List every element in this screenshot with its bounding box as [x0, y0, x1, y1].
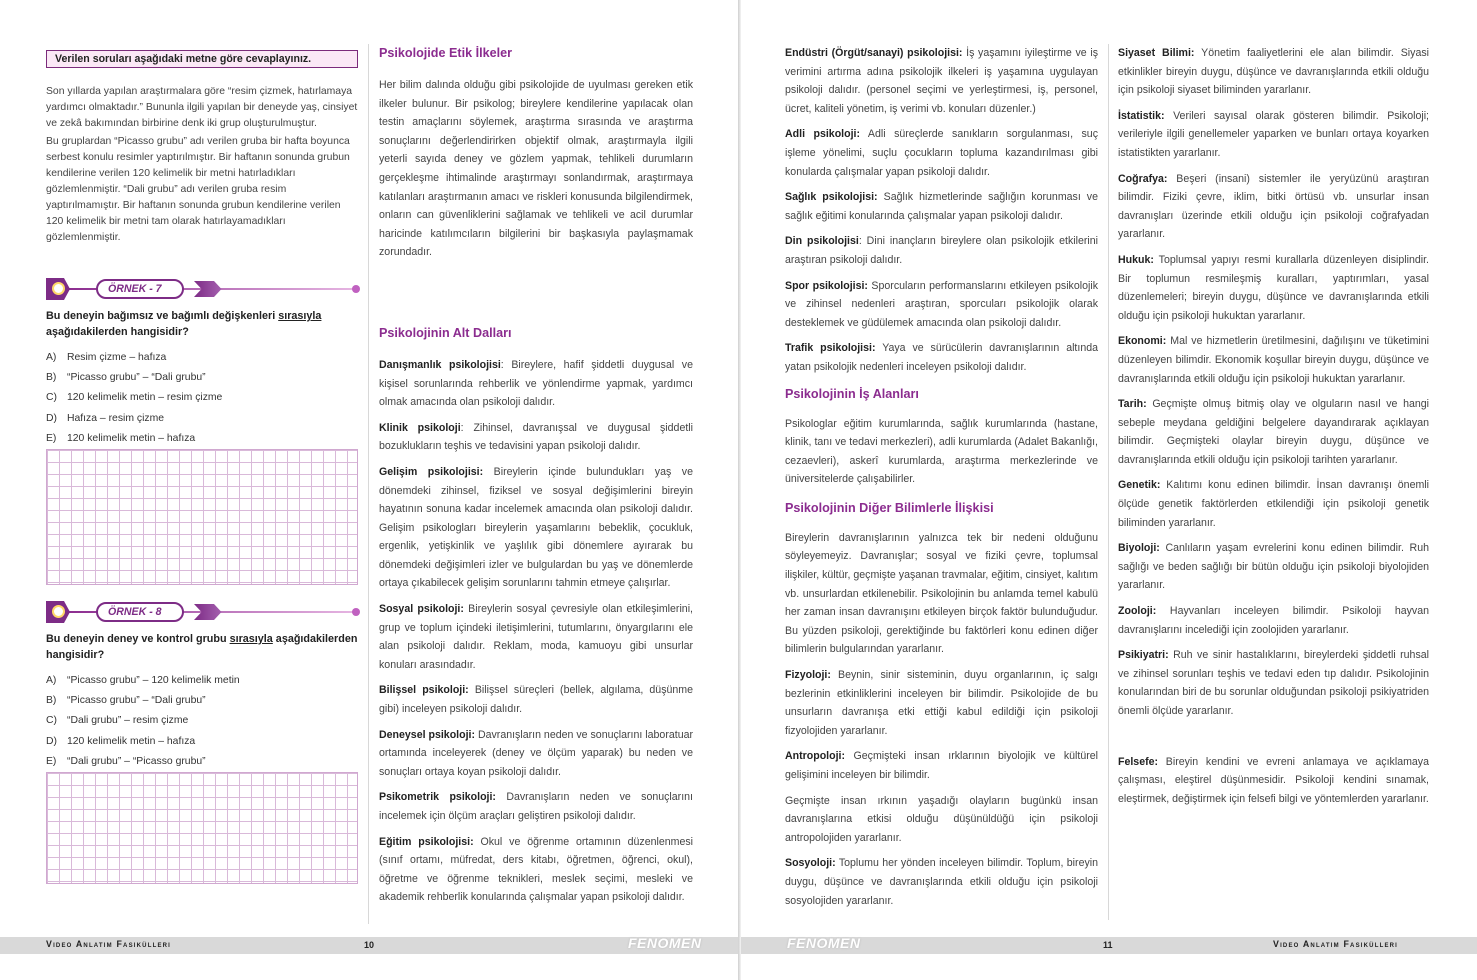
- series-title: Video Anlatım Fasikülleri: [1273, 939, 1399, 949]
- answer-option-c[interactable]: C) “Dali grubu” – resim çizme: [46, 715, 189, 727]
- subfield-entry: Eğitim psikolojisi: Okul ve öğrenme ortamının düzenlenmesi (sınıf ortamı, müfredat, ders kitabı, öğretmen, öğrenci, okul), öğretme ve öğrenme teknikleri, meslek seçimi, mesleki ve akademik rehberlik konularında çalışmalar yapan psikoloji dalıdır.: [379, 835, 693, 904]
- page-footer: [741, 937, 1477, 954]
- page-footer: [0, 937, 738, 954]
- answer-option-b[interactable]: B) “Picasso grubu” – “Dali grubu”: [46, 372, 206, 384]
- column-divider: [1108, 44, 1109, 920]
- subfield-entry: Sağlık psikolojisi: Sağlık hizmetlerinde sağlığın korunması ve sağlık eğitimi konularında çalışmalar yapan psikoloji dalıdır.: [785, 191, 1099, 222]
- science-entry: Antropoloji: Geçmişteki insan ırklarının biyolojik ve kültürel gelişimini inceleyen bir bilimdir.: [785, 750, 1098, 781]
- answer-options: [46, 348, 360, 449]
- answer-option-d[interactable]: D) Hafıza – resim çizme: [46, 412, 165, 424]
- answer-option-e[interactable]: E) “Dali grubu” – “Picasso grubu”: [46, 755, 206, 767]
- answer-option-b[interactable]: B) “Picasso grubu” – “Dali grubu”: [46, 695, 206, 707]
- right-column-2: [1118, 44, 1429, 815]
- subfield-entry: Psikometrik psikoloji: Davranışların neden ve sonuçlarını incelemek için ölçüm araçları geliştiren psikoloji dalıdır.: [379, 791, 693, 822]
- science-entry: Felsefe: Bireyin kendini ve evreni anlamaya ve açıklamaya çalışması, eleştirel düşünmesidir. Psikoloji kendini sınamak, eleştirmek, değiştirmek için felsefi bilgi ve yöntemlerden yararlanır.: [1118, 755, 1429, 805]
- example-banner: [46, 599, 358, 625]
- subfield-entry: Endüstri (Örgüt/sanayi) psikolojisi: İş yaşamını iyileştirme ve iş verimini artırma adına psikolojik ilkeleri iş yaşamına uygulayan psikoloji dalıdır. (personel seçimi ve yerleştirmesi, iş, personel, ücret, kaliteli yönetim, iş verimi vb. konuları düzenler.): [785, 47, 1098, 115]
- right-page: [741, 0, 1477, 980]
- subfield-entry: Gelişim psikolojisi: Bireylerin içinde bulundukları yaş ve dönemdeki zihinsel, fiziksel ve sosyal değişimlerini bireyin hayatının sonuna kadar incelemek amacında olan psikoloji dalıdır. Gelişim psikologları bireylerin yaşamlarını bebeklik, çocukluk, ergenlik, yetişkinlik ve yaşlılık gibi dönemlere ayırarak bu dönemdeki değişimleri izler ve bulgulardan bu yaş ve dönemlerde ortaya çıkabilecek gelişim sorunlarını tahmin etmeye çalışırlar.: [379, 465, 693, 590]
- subfield-entry: Adli psikoloji: Adli süreçlerde sanıkların sorgulanması, suç işleme yönelimi, suçlu çocukların topluma kazandırılması gibi konularda çalışmalar yapan psikoloji dalıdır.: [785, 128, 1098, 178]
- science-entry: Hukuk: Toplumsal yapıyı resmi kurallarla düzenleyen disiplindir. Bir toplumun resmileşmiş kuralları, yaptırımları, yasal düzenlemeleri; bireyin duygu, düşünce ve davranışlarında etkili olduğu için psikoloji hukuktan yararlanır.: [1118, 253, 1429, 322]
- answer-option-c[interactable]: C) 120 kelimelik metin – resim çizme: [46, 392, 223, 404]
- section-title-relations: Psikolojinin Diğer Bilimlerle İlişkisi: [785, 500, 994, 515]
- science-entry: Psikiyatri: Ruh ve sinir hastalıklarını, bireylerdeki şiddetli ruhsal ve zihinsel sorunları teşhis ve tedavi eden tıp dalıdır. Psikolojinin konularından biri de bu sorunlar olduğundan psikoloji psikiyatriden önemli ölçüde yararlanır.: [1118, 649, 1429, 717]
- example-banner: [46, 276, 358, 302]
- page-number: 11: [1103, 940, 1113, 950]
- subfield-entry: Sosyal psikoloji: Bireylerin sosyal çevresiyle olan etkileşimlerini, grup ve toplum içindeki iletişimlerini, tutumlarını, önyargılarını ele alan psikoloji dalıdır. Reklam, moda, kamuoyu gibi unsurlar konuları arasındadır.: [379, 603, 693, 671]
- question-text: Bu deneyin deney ve kontrol grubu sırasıyla aşağıdakilerden hangisidir?: [46, 633, 358, 662]
- science-entry: Genetik: Kalıtımı konu edinen bilimdir. İnsan davranışı önemli ölçüde genetik faktörlerden etkilendiği için psikoloji genetik biliminden yararlanır.: [1118, 479, 1429, 529]
- ethics-paragraph: Her bilim dalında olduğu gibi psikolojide de uyulması gereken etik ilkeler bulunur. Bir psikolog; bireylere kendilerine yapılacak olan testin amaçlarını söylemek, araştırma sırasında ve araştırma sonuçlarını değerlendirirken objektif olmak, araştırmayla ilgili yeterli sayıda deney ve gözlem yapmak, tehlikeli durumların gerçekleşme ihtimalinde araştırmayı sonlandırmak, araştırmaya katılanları araştırmanın amacı ve riskleri konusunda bilgilendirmek, onların can güvenliklerini sağlamak ve tehlikeli ve acil durumlar haricinde katılımcıların bilgilerini bir başkasıyla paylaşmamak zorundadır.: [379, 79, 693, 259]
- instruction-box: Verilen soruları aşağıdaki metne göre cevaplayınız.: [46, 50, 358, 68]
- science-entry: Biyoloji: Canlıların yaşam evrelerini konu edinen bilimdir. Ruh sağlığı ve beden sağlığı bir bütün olduğu için psikoloji biyolojiden yararlanır.: [1118, 542, 1429, 592]
- right-column-1: [785, 44, 1098, 917]
- answer-options: [46, 671, 360, 772]
- subfield-entry: Deneysel psikoloji: Davranışların neden ve sonuçlarını laboratuar ortamında inceleyerek (deney ve ölçüm yaparak) bu neden ve sonuçları ortaya koyan psikoloji dalıdır.: [379, 728, 694, 778]
- intro-paragraph: Bu gruplardan “Picasso grubu” adı verilen gruba bir hafta boyunca serbest konulu resimler yaptırılmıştır. Bir haftanın sonunda grubun kendilerine verilen 120 kelimelik bir metni hatırladıkları gözlemlenmiştir. “Dali grubu” adı verilen gruba resim yaptırılmamıştır. Bir haftanın sonunda grubun kendilerine verilen 120 kelimelik bir metni tam olarak hatırlayamadıkları gözlemlenmiştir.: [46, 136, 350, 243]
- science-entry: Coğrafya: Beşeri (insani) sistemler ile yeryüzünü araştıran bilimdir. Fiziki çevre, iklim, bitki örtüsü vb. unsurlar insan davranışları üzerinde etkili olduğu için psikoloji coğrafyadan yararlanır.: [1118, 172, 1429, 241]
- series-title: Video Anlatım Fasikülleri: [46, 939, 172, 949]
- example-8: [46, 599, 360, 884]
- brand-logo: FENOMEN: [628, 935, 702, 951]
- scratch-grid: [46, 772, 358, 884]
- example-label: ÖRNEK - 8: [96, 602, 184, 622]
- science-entry: İstatistik: Verileri sayısal olarak gösteren bilimdir. Psikoloji; verileriyle ilgili genellemeler yaparken ve bunları ortaya koyarken istatistikten yararlanır.: [1118, 109, 1429, 159]
- left-question-column: [46, 44, 360, 884]
- example-7: [46, 276, 360, 585]
- magnifier-icon: [52, 282, 65, 295]
- column-divider: [368, 44, 369, 924]
- example-label: ÖRNEK - 7: [96, 279, 184, 299]
- science-entry: Ekonomi: Mal ve hizmetlerin üretilmesini, dağılışını ve tüketimini düzenleyen bilimdir. Ekonomik koşullar bireyin duygu, düşünce ve davranışlarında etkili olduğu için psikoloji hukuktan yararlanır.: [1118, 335, 1429, 385]
- subfield-entry: Danışmanlık psikolojisi: Bireylere, hafif şiddetli duygusal ve kişisel sorunlarında rehberlik ve yönlendirme yapmak, yardımcı olmak amacında olan psikoloji dalıdır.: [379, 358, 693, 409]
- subfield-entry: Spor psikolojisi: Sporcuların performanslarını etkileyen psikolojik ve zihinsel nedenleri araştıran, sporcuları psikolojik olarak desteklemek ve güdülemek amacında olan psikoloji dalıdır.: [785, 279, 1098, 329]
- work-areas-paragraph: Psikologlar eğitim kurumlarında, sağlık kurumlarında (hastane, klinik, tanı ve tedavi merkezleri), adli kurumlarda (Adalet Bakanlığı, cezaevleri), askerî kurumlarda, araştırma merkezlerinde ve üniversitelerde çalışabilirler.: [785, 417, 1098, 486]
- question-text: Bu deneyin bağımsız ve bağımlı değişkenleri sırasıyla aşağıdakilerden hangisidir?: [46, 310, 322, 338]
- left-text-column: [379, 44, 693, 914]
- experiment-intro: [46, 84, 360, 246]
- science-entry: Zooloji: Hayvanları inceleyen bilimdir. Psikoloji hayvan davranışlarını incelediği için zoolojiden yararlanır.: [1118, 605, 1429, 636]
- section-title-work-areas: Psikolojinin İş Alanları: [785, 386, 919, 401]
- science-entry: Geçmişte insan ırkının yaşadığı olayların bugünkü insan davranışlarına etkisi olduğu düşünüldüğü için psikoloji antropolojiden yararlanır.: [785, 794, 1098, 844]
- subfield-entry: Bilişsel psikoloji: Bilişsel süreçleri (bellek, algılama, düşünme gibi) inceleyen psikoloji dalıdır.: [379, 684, 693, 716]
- relations-intro: Bireylerin davranışlarının yalnızca tek bir nedeni olduğunu söyleyemeyiz. Davranışlar; sosyal ve fiziki çevre, toplumsal ilişkiler, kültür, geçmişte yaşanan travmalar, eğitim, cinsiyet, kalıtım vb. unsurlardan etkilenebilir. Psikolojinin bu anlamda temel kabulü her zaman insan davranışını etkileyen birçok faktör bulunduğudur. Bu yüzden psikoloji, gerektiğinde bu faktörleri konu edinen diğer bilimlerin bulgularından yararlanır.: [785, 531, 1098, 656]
- intro-paragraph: Son yıllarda yapılan araştırmalara göre “resim çizmek, hatırlamaya yardımcı olmaktadır.” Bununla ilgili yapılan bir deneyde yaş, cinsiyet ve zekâ bakımından birbirine denk iki grup oluşturulmuştur.: [46, 86, 358, 129]
- brand-logo: FENOMEN: [787, 935, 861, 951]
- section-title-ethics: Psikolojide Etik İlkeler: [379, 46, 512, 60]
- scratch-grid: [46, 449, 358, 585]
- answer-option-a[interactable]: A) Resim çizme – hafıza: [46, 352, 167, 363]
- page-number: 10: [364, 940, 375, 950]
- subfield-entry: Trafik psikolojisi: Yaya ve sürücülerin davranışlarının altında yatan psikolojik nedenleri inceleyen psikoloji dalıdır.: [785, 342, 1098, 373]
- science-entry: Sosyoloji: Toplumu her yönden inceleyen bilimdir. Toplum, bireyin duygu, düşünce ve davranışlarında etkili olduğu için psikoloji sosyolojiden yararlanır.: [785, 857, 1098, 907]
- answer-option-a[interactable]: A) “Picasso grubu” – 120 kelimelik metin: [46, 675, 240, 687]
- science-entry: Fizyoloji: Beynin, sinir sisteminin, duyu organlarının, iç salgı bezlerinin etkinliklerini inceleyen bir bilimdir. Psikolojide de bu unsurların davranışa etki ettiği kabul edildiği için psikoloji fizyolojiden yararlanır.: [785, 669, 1098, 737]
- answer-option-e[interactable]: E) 120 kelimelik metin – hafıza: [46, 432, 196, 444]
- science-entry: Tarih: Geçmişte olmuş bitmiş olay ve olguların nasıl ve hangi sebeple meydana geldiğini belgelere dayandırarak açıklayan bilimdir. Geçmişteki olaylar bireyin duygu, düşünce ve davranışlarında etkili olduğu için psikoloji tarihten yararlanır.: [1118, 398, 1429, 466]
- science-entry: Siyaset Bilimi: Yönetim faaliyetlerini ele alan bilimdir. Siyasi etkinlikler bireyin duygu, düşünce ve davranışlarında etkili olduğu için psikoloji siyaset biliminden yararlanır.: [1118, 47, 1429, 97]
- answer-option-d[interactable]: D) 120 kelimelik metin – hafıza: [46, 735, 196, 747]
- section-title-subfields: Psikolojinin Alt Dalları: [379, 325, 512, 340]
- subfield-entry: Klinik psikoloji: Zihinsel, davranışsal ve duygusal şiddetli bozuklukların teşhis ve tedavisini yapan psikoloji dalıdır.: [379, 421, 693, 453]
- subfield-entry: Din psikolojisi: Dini inançların bireylere olan psikolojik etkilerini araştıran psikoloji dalıdır.: [785, 235, 1098, 266]
- left-page: [0, 0, 738, 980]
- magnifier-icon: [52, 605, 65, 618]
